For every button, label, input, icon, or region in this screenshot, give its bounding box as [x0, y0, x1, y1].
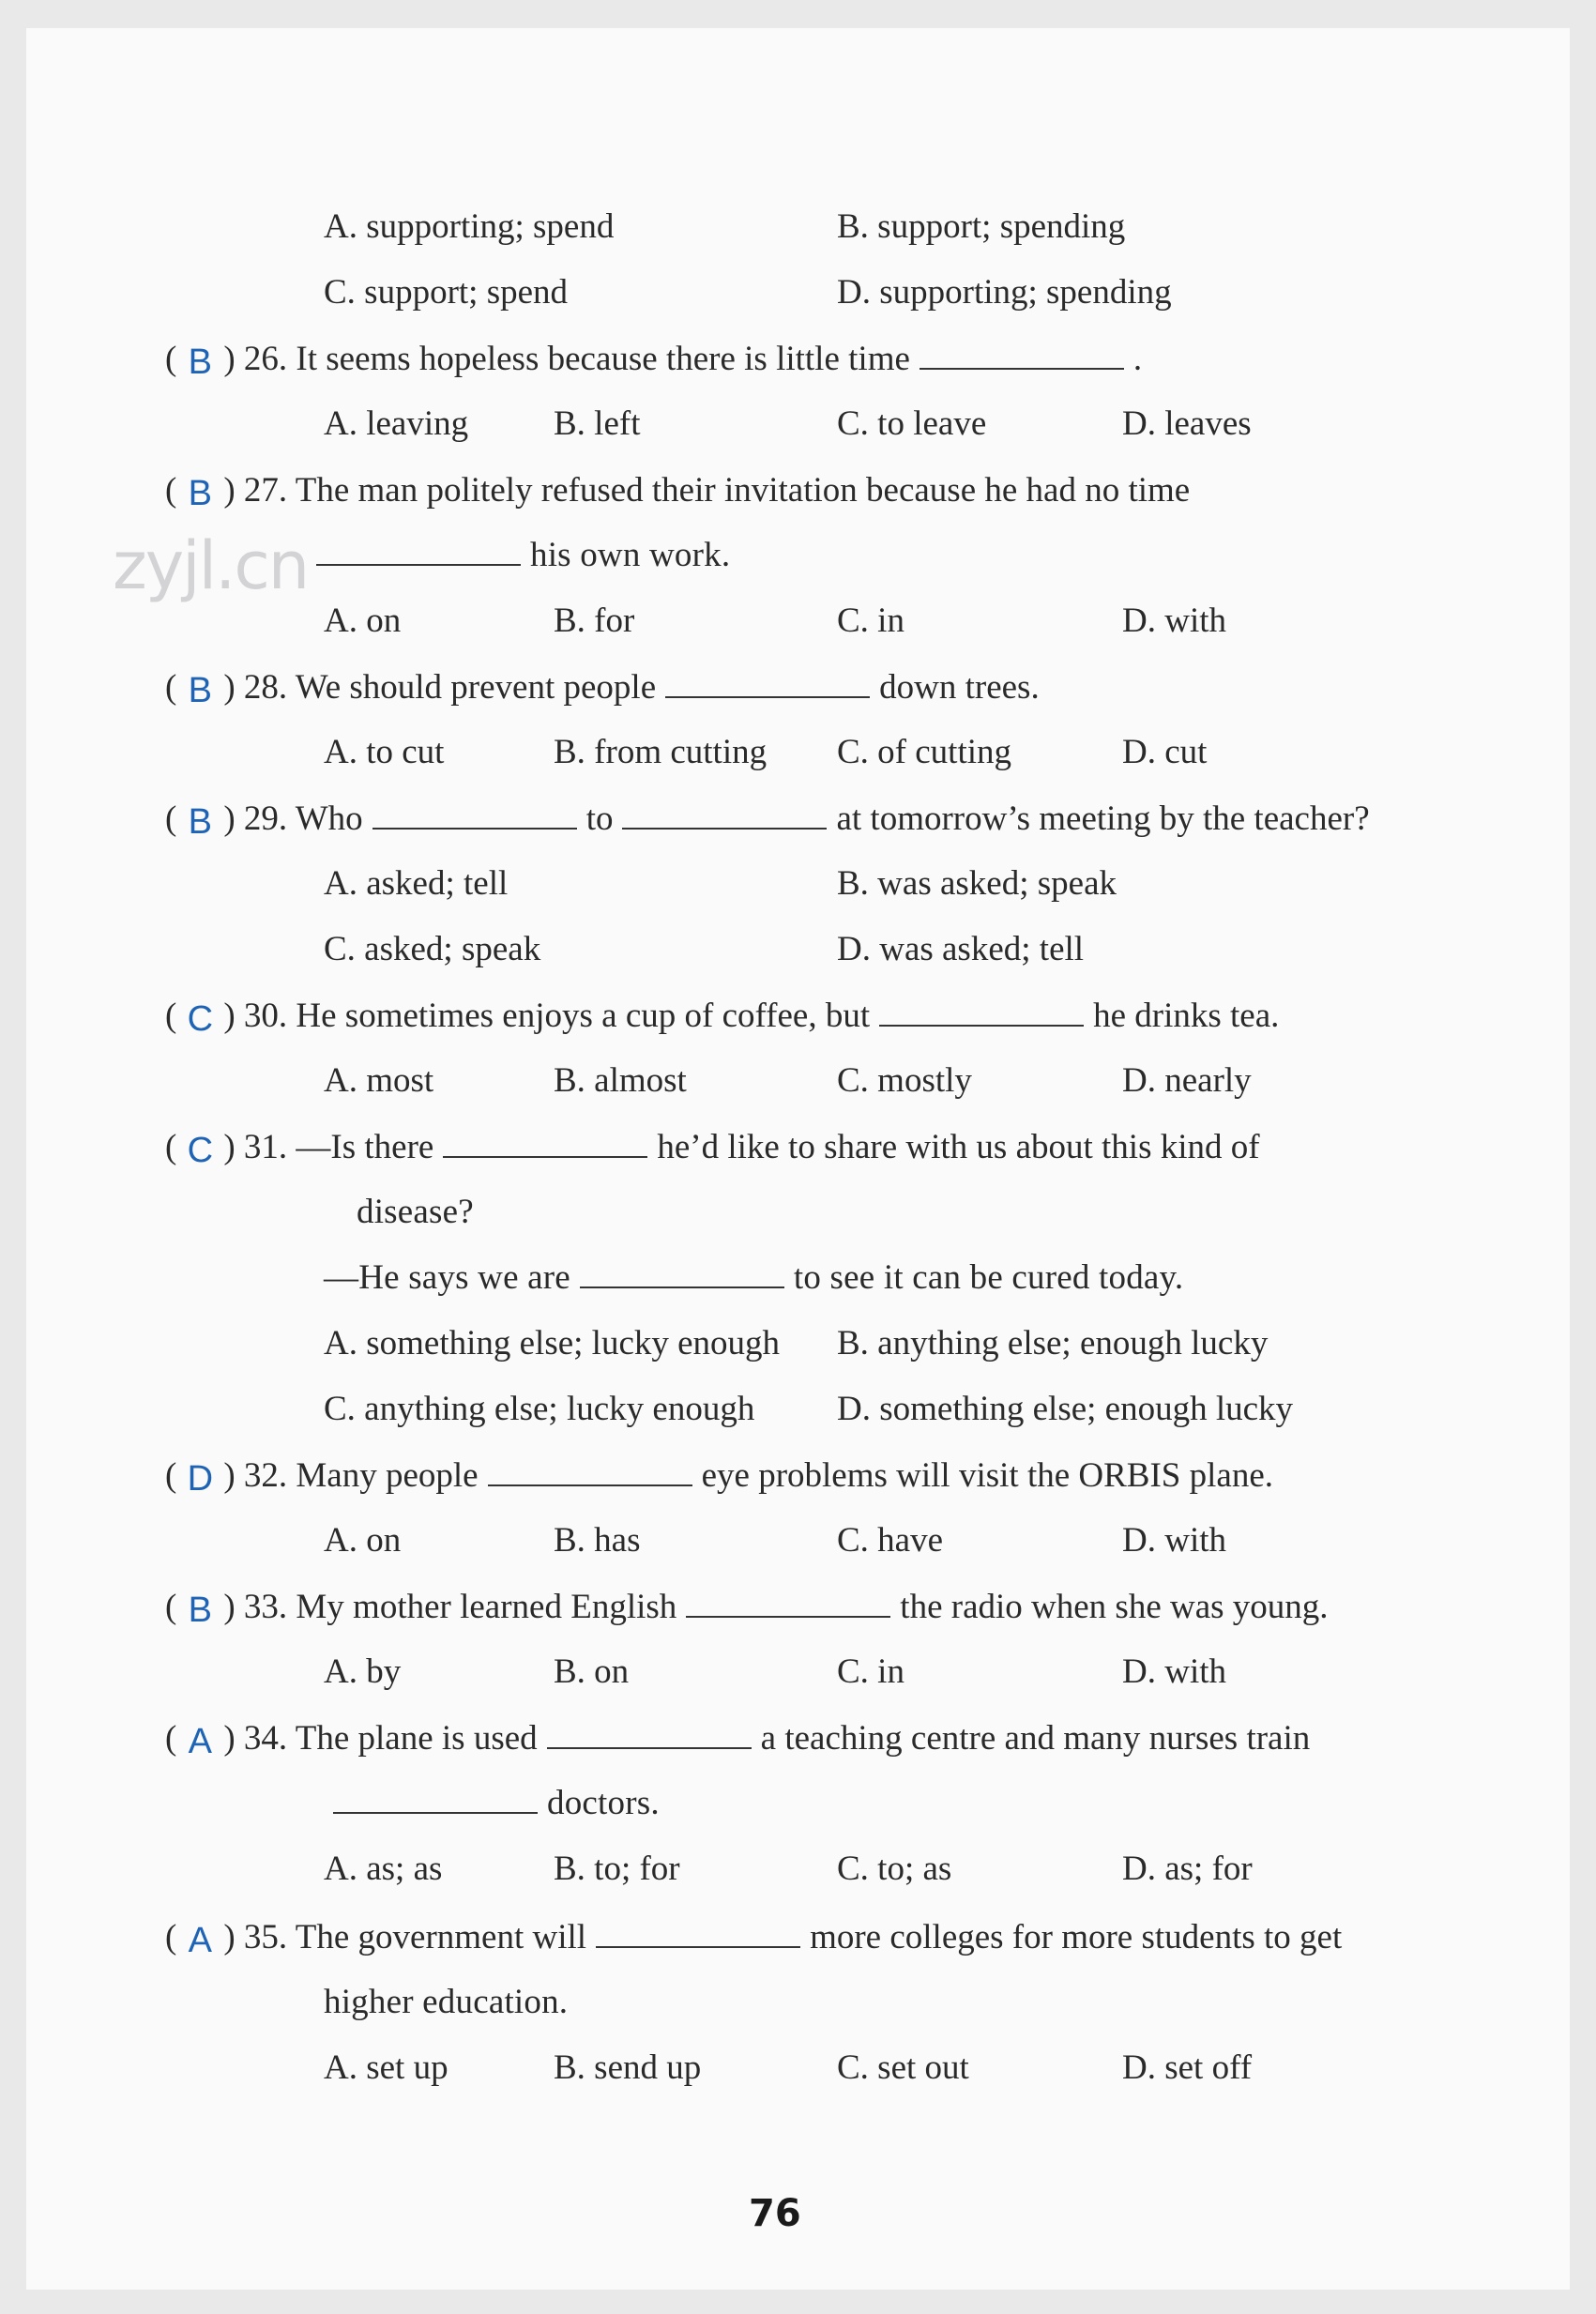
question-34-line2: doctors. — [324, 1783, 660, 1824]
question-text: Who — [295, 799, 363, 838]
option-c: C. of cutting — [837, 733, 1012, 771]
question-text: He sometimes enjoys a cup of coffee, but — [296, 997, 871, 1035]
option-a: A. asked; tell — [324, 864, 509, 903]
question-34-answer: ( A ) 34. The plane is used a teaching centre and many nurses train — [165, 1719, 1311, 1761]
option-d: D. nearly — [1122, 1061, 1252, 1100]
option-a: A. by — [324, 1652, 402, 1691]
option-d: D. with — [1122, 1521, 1226, 1560]
answer-letter: C — [187, 1131, 214, 1170]
question-31-reply: —He says we are to see it can be cured today. — [324, 1258, 1184, 1297]
option-a: A. on — [324, 1521, 402, 1560]
question-30-answer: ( C ) 30. He sometimes enjoys a cup of coffee, but he drinks tea. — [165, 997, 1280, 1039]
option-b: B. almost — [554, 1061, 687, 1100]
answer-letter: B — [188, 802, 212, 842]
answer-letter: D — [187, 1459, 214, 1499]
option-b: B. left — [554, 404, 641, 443]
option-c: C. set out — [837, 2048, 969, 2087]
option-c: C. to; as — [837, 1850, 952, 1888]
answer-letter: A — [188, 1921, 212, 1960]
answer-blank — [316, 536, 521, 566]
question-text: It seems hopeless because there is little time — [296, 340, 910, 378]
option-d: D. with — [1122, 601, 1226, 640]
option-b: B. was asked; speak — [837, 864, 1117, 903]
option-c: C. anything else; lucky enough — [324, 1390, 755, 1428]
question-31-answer: ( C ) 31. —Is there he’d like to share with us about this kind of — [165, 1128, 1260, 1170]
option-c: C. in — [837, 1652, 904, 1691]
answer-blank — [333, 1784, 538, 1814]
question-text: The plane is used — [295, 1719, 538, 1758]
answer-blank — [596, 1918, 800, 1948]
answer-blank — [443, 1128, 647, 1158]
question-27-answer: ( B ) 27. The man politely refused their invitation because he had no time — [165, 471, 1191, 513]
answer-blank — [665, 668, 870, 698]
option-a: A. something else; lucky enough — [324, 1324, 781, 1363]
answer-blank — [547, 1719, 752, 1749]
question-text: The government will — [295, 1918, 587, 1956]
question-33-answer: ( B ) 33. My mother learned English the radio when she was young. — [165, 1588, 1329, 1630]
question-26-answer: ( B ) 26. It seems hopeless because there is little time . — [165, 340, 1143, 382]
question-35-answer: ( A ) 35. The government will more colleges for more students to get — [165, 1918, 1343, 1960]
question-35-line2: higher education. — [324, 1983, 569, 2021]
question-text: The man politely refused their invitation because he had no time — [295, 471, 1191, 510]
option-c: C. in — [837, 601, 904, 640]
option-d: D. as; for — [1122, 1850, 1253, 1888]
option-b: B. anything else; enough lucky — [837, 1324, 1269, 1363]
answer-blank — [488, 1456, 692, 1486]
option-a: A. as; as — [324, 1850, 443, 1888]
option-a: A. to cut — [324, 733, 445, 771]
option-c: C. have — [837, 1521, 944, 1560]
option-c: C. mostly — [837, 1061, 972, 1100]
question-27-line2: his own work. — [316, 535, 730, 576]
answer-blank — [622, 799, 827, 830]
question-29-answer: ( B ) 29. Who to at tomorrow’s meeting by the teacher? — [165, 799, 1370, 842]
option-d: D. with — [1122, 1652, 1226, 1691]
option-c: C. support; spend — [324, 273, 569, 312]
question-text: My mother learned English — [296, 1588, 677, 1626]
option-b: B. to; for — [554, 1850, 680, 1888]
question-32-answer: ( D ) 32. Many people eye problems will visit the ORBIS plane. — [165, 1456, 1274, 1499]
option-b: B. has — [554, 1521, 641, 1560]
option-b: B. on — [554, 1652, 630, 1691]
option-b: B. from cutting — [554, 733, 768, 771]
option-d: D. cut — [1122, 733, 1208, 771]
watermark: zyjl.cn — [113, 527, 309, 604]
option-a: A. most — [324, 1061, 434, 1100]
question-text: Many people — [296, 1456, 479, 1495]
option-d: D. was asked; tell — [837, 930, 1085, 968]
option-c: C. asked; speak — [324, 930, 541, 968]
option-b: B. for — [554, 601, 635, 640]
option-d: D. supporting; spending — [837, 273, 1172, 312]
answer-blank — [372, 799, 577, 830]
question-text: We should prevent people — [295, 668, 657, 707]
option-a: A. set up — [324, 2048, 448, 2087]
option-a: A. supporting; spend — [324, 207, 615, 246]
answer-letter: B — [188, 671, 212, 710]
answer-blank — [686, 1588, 890, 1618]
answer-blank — [879, 997, 1084, 1027]
option-a: A. on — [324, 601, 402, 640]
question-28-answer: ( B ) 28. We should prevent people down trees. — [165, 668, 1040, 710]
option-d: D. something else; enough lucky — [837, 1390, 1294, 1428]
option-b: B. send up — [554, 2048, 702, 2087]
answer-blank — [580, 1258, 784, 1288]
option-b: B. support; spending — [837, 207, 1126, 246]
question-31-line2: disease? — [357, 1193, 474, 1231]
answer-letter: A — [188, 1722, 212, 1761]
option-d: D. set off — [1122, 2048, 1253, 2087]
option-c: C. to leave — [837, 404, 987, 443]
option-a: A. leaving — [324, 404, 469, 443]
question-text: —Is there — [296, 1128, 434, 1166]
answer-letter: B — [188, 474, 212, 513]
answer-letter: B — [188, 343, 212, 382]
answer-letter: B — [188, 1591, 212, 1630]
answer-blank — [920, 340, 1124, 370]
page-number: 76 — [749, 2192, 801, 2235]
option-d: D. leaves — [1122, 404, 1252, 443]
answer-letter: C — [187, 999, 214, 1039]
